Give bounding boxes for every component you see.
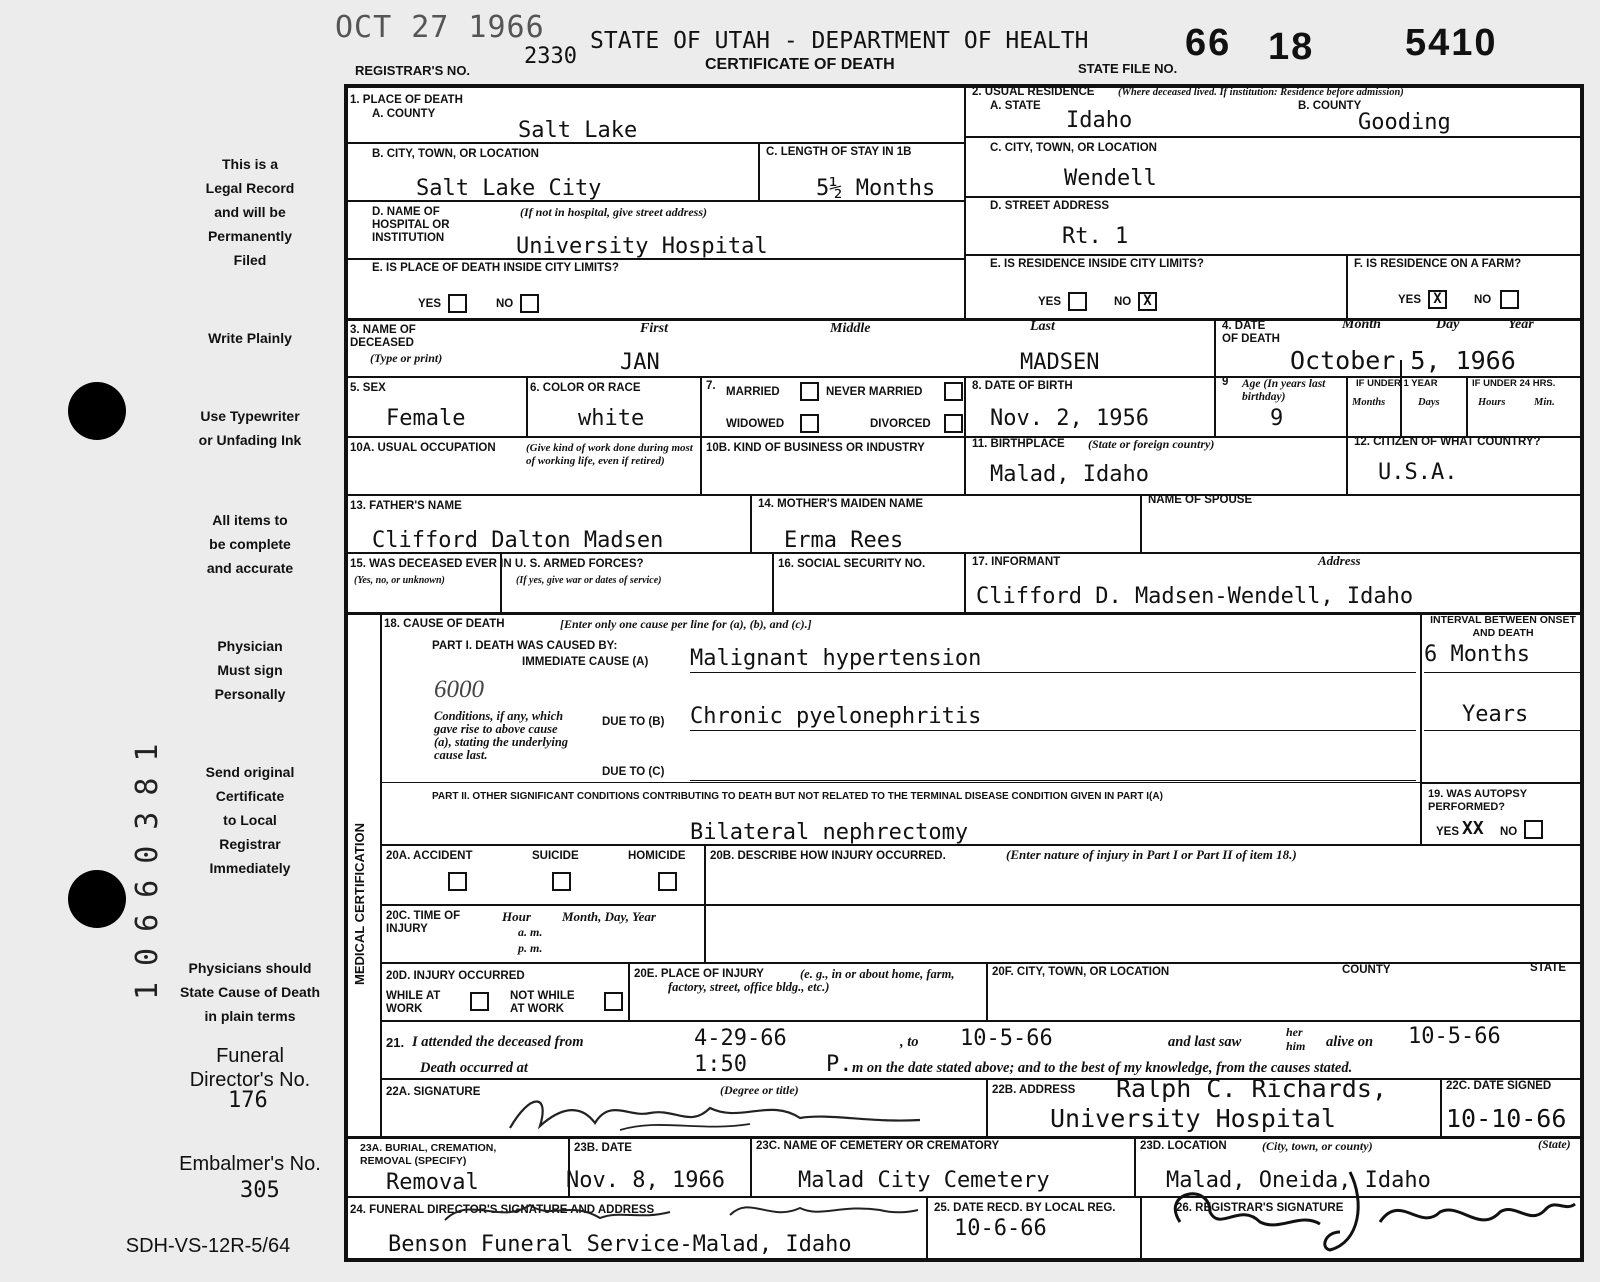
- date-of-death-label: 4. DATE OF DEATH: [1222, 320, 1280, 345]
- burial-date-label: 23B. DATE: [574, 1142, 632, 1154]
- days-label: Days: [1418, 397, 1440, 408]
- usual-residence-note: (Where deceased lived. If institution: Residence before admission): [1118, 87, 1404, 98]
- registrar-signature: [1150, 1162, 1580, 1258]
- burial-date: Nov. 8, 1966: [566, 1168, 725, 1193]
- res-state: Idaho: [1066, 108, 1133, 133]
- widowed-checkbox[interactable]: [800, 414, 819, 433]
- year-label: Year: [1508, 317, 1534, 332]
- father-name: Clifford Dalton Madsen: [372, 528, 664, 553]
- age-note: Age (In years last birthday): [1242, 378, 1326, 403]
- file-no-district: 18: [1268, 26, 1315, 68]
- age-label: 9: [1222, 376, 1229, 388]
- funeral-director-label: Funeral Director's No.: [189, 1045, 311, 1091]
- death-city-no-checkbox[interactable]: [520, 294, 539, 313]
- while-at-work-label: WHILE AT WORK: [386, 990, 441, 1015]
- age: 9: [1270, 406, 1284, 431]
- mother-name: Erma Rees: [784, 528, 904, 553]
- race: white: [578, 406, 645, 431]
- date-of-birth: Nov. 2, 1956: [990, 406, 1149, 431]
- no-label: NO: [1500, 826, 1518, 838]
- interval-label: INTERVAL BETWEEN ONSET AND DEATH: [1430, 614, 1576, 639]
- farm-label: F. IS RESIDENCE ON A FARM?: [1354, 258, 1522, 270]
- sex: Female: [386, 406, 466, 431]
- complete-note: All items to be complete and accurate: [206, 512, 294, 576]
- hospital-name: University Hospital: [516, 234, 768, 259]
- embalmer-no: 305: [240, 1178, 280, 1203]
- middle-label: Middle: [830, 321, 871, 336]
- funeral-director-signature: [440, 1190, 920, 1234]
- deceased-last-name: MADSEN: [1020, 350, 1100, 375]
- form-code: SDH-VS-12R-5/64: [125, 1235, 291, 1257]
- attended-to-label: , to: [900, 1034, 919, 1050]
- funeral-home: Benson Funeral Service-Malad, Idaho: [388, 1232, 852, 1257]
- disposition-label: 23A. BURIAL, CREMATION, REMOVAL (SPECIFY): [360, 1142, 497, 1167]
- attended-label: I attended the deceased from: [412, 1034, 584, 1050]
- punch-hole-top: [68, 382, 126, 440]
- not-while-at-work-label: NOT WHILE AT WORK: [510, 990, 575, 1015]
- citizenship: U.S.A.: [1378, 460, 1458, 485]
- res-street: Rt. 1: [1062, 224, 1129, 249]
- while-at-work-checkbox[interactable]: [470, 992, 489, 1011]
- injury-date-label: Month, Day, Year: [562, 909, 656, 924]
- hospital-label: D. NAME OF HOSPITAL OR INSTITUTION: [372, 206, 450, 244]
- item21-label: 21.: [386, 1035, 405, 1050]
- received-date-stamp: OCT 27 1966: [335, 10, 545, 45]
- death-pm: P.: [826, 1052, 853, 1077]
- sex-label: 5. SEX: [350, 382, 386, 394]
- autopsy-yes-mark: XX: [1462, 818, 1484, 839]
- pm-label: p. m.: [518, 941, 543, 955]
- length-of-stay: 5½ Months: [816, 176, 936, 201]
- embalmer-label: Embalmer's No.: [179, 1153, 321, 1175]
- widowed-label: WIDOWED: [726, 418, 785, 430]
- death-at-label: Death occurred at: [420, 1060, 528, 1076]
- accident-label: 20A. ACCIDENT: [386, 850, 473, 862]
- due-to-c-label: DUE TO (C): [602, 766, 665, 778]
- months-label: Months: [1352, 397, 1386, 408]
- attended-from: 4-29-66: [694, 1026, 787, 1051]
- state-title: STATE OF UTAH - DEPARTMENT OF HEALTH: [590, 28, 1089, 54]
- cemetery-location: Malad, Oneida, Idaho: [1166, 1168, 1431, 1193]
- cause-of-death-note: [Enter only one cause per line for (a), (b), and (c).]: [560, 617, 812, 631]
- married-checkbox[interactable]: [800, 382, 819, 401]
- time-of-injury-label: 20C. TIME OF INJURY: [386, 910, 461, 935]
- yes-label: YES: [1398, 294, 1422, 306]
- occupation-label: 10A. USUAL OCCUPATION: [350, 442, 496, 454]
- length-stay-label: C. LENGTH OF STAY IN 1B: [766, 146, 912, 158]
- marital-label: 7.: [706, 380, 716, 392]
- inside-city-label: E. IS PLACE OF DEATH INSIDE CITY LIMITS?: [372, 262, 619, 274]
- dob-label: 8. DATE OF BIRTH: [972, 380, 1073, 392]
- no-label: NO: [1114, 296, 1132, 308]
- yes-label: YES: [418, 298, 442, 310]
- place-of-death-label: 1. PLACE OF DEATH: [350, 94, 463, 106]
- hour-label: Hour: [502, 909, 531, 924]
- suicide-checkbox[interactable]: [552, 872, 571, 891]
- last-saw-label: and last saw: [1168, 1034, 1242, 1050]
- on-date-label: m on the date stated above; and to the best of my knowledge, from the causes stated.: [852, 1060, 1353, 1076]
- occupation-note: (Give kind of work done during most of working life, even if retired): [526, 442, 693, 467]
- min-label: Min.: [1534, 397, 1555, 408]
- immediate-cause: Malignant hypertension: [690, 646, 982, 671]
- certifier-address: University Hospital: [1050, 1104, 1336, 1133]
- res-county-label: B. COUNTY: [1298, 100, 1362, 112]
- interval-b: Years: [1462, 702, 1529, 727]
- race-label: 6. COLOR OR RACE: [530, 382, 641, 394]
- cause-b: Chronic pyelonephritis: [690, 704, 982, 729]
- under-24-hrs-label: IF UNDER 24 HRS.: [1472, 378, 1556, 389]
- cemetery-state-note: (State): [1538, 1137, 1571, 1151]
- alive-on-label: alive on: [1326, 1034, 1374, 1050]
- immediate-cause-label: IMMEDIATE CAUSE (A): [522, 656, 649, 668]
- day-label: Day: [1436, 317, 1460, 332]
- armed-forces-note2: (If yes, give war or dates of service): [516, 575, 662, 586]
- typewriter-note: Use Typewriter or Unfading Ink: [198, 408, 302, 448]
- injury-describe-note: (Enter nature of injury in Part I or Part II of item 18.): [1006, 847, 1297, 862]
- deceased-first-name: JAN: [620, 350, 660, 375]
- legal-record-note: This is a Legal Record and will be Permanently Filed: [205, 156, 295, 268]
- date-of-death: October 5, 1966: [1290, 346, 1516, 375]
- married-label: MARRIED: [726, 386, 780, 398]
- not-while-at-work-checkbox[interactable]: [604, 992, 623, 1011]
- cemetery-location-note: (City, town, or county): [1262, 1139, 1373, 1153]
- industry-label: 10B. KIND OF BUSINESS OR INDUSTRY: [706, 442, 925, 454]
- cause-of-death-label: 18. CAUSE OF DEATH: [384, 618, 505, 630]
- under-1-year-label: IF UNDER 1 YEAR: [1356, 378, 1438, 389]
- ssn-label: 16. SOCIAL SECURITY NO.: [778, 558, 926, 570]
- yes-label: YES: [1436, 826, 1460, 838]
- due-to-b-label: DUE TO (B): [602, 716, 665, 728]
- hours-label: Hours: [1478, 397, 1506, 408]
- physician-sign-note: Physician Must sign Personally: [214, 638, 286, 702]
- part2-conditions: Bilateral nephrectomy: [690, 820, 969, 845]
- homicide-checkbox[interactable]: [658, 872, 677, 891]
- no-label: NO: [1474, 294, 1492, 306]
- farm-yes-checkbox[interactable]: X: [1428, 290, 1447, 309]
- informant-label: 17. INFORMANT: [972, 556, 1061, 568]
- farm-no-checkbox[interactable]: [1500, 290, 1519, 309]
- cemetery-location-label: 23D. LOCATION: [1140, 1140, 1227, 1152]
- death-county: Salt Lake: [518, 118, 638, 143]
- name-note: (Type or print): [370, 351, 443, 365]
- citizen-label: 12. CITIZEN OF WHAT COUNTRY?: [1354, 436, 1541, 448]
- mother-label: 14. MOTHER'S MAIDEN NAME: [758, 498, 924, 510]
- place-of-injury-note: (e. g., in or about home, farm, factory, street, office bldg., etc.): [668, 967, 955, 994]
- signature-label: 22A. SIGNATURE: [386, 1086, 481, 1098]
- spouse-label: NAME OF SPOUSE: [1148, 494, 1253, 506]
- microfilm-number: 10660381: [130, 727, 165, 1000]
- part1-label: PART I. DEATH WAS CAUSED BY:: [432, 640, 618, 652]
- month-label: Month: [1342, 317, 1381, 332]
- autopsy-label: 19. WAS AUTOPSY PERFORMED?: [1428, 788, 1527, 813]
- cause-plain-note: Physicians should State Cause of Death in plain terms: [179, 960, 321, 1024]
- recd-date: 10-6-66: [954, 1216, 1047, 1241]
- homicide-label: HOMICIDE: [628, 850, 686, 862]
- death-city: Salt Lake City: [416, 176, 602, 201]
- date-signed: 10-10-66: [1446, 1104, 1567, 1133]
- armed-forces-note1: (Yes, no, or unknown): [354, 575, 445, 586]
- write-plainly-note: Write Plainly: [208, 330, 292, 346]
- file-no-year: 66: [1185, 22, 1232, 64]
- death-time: 1:50: [694, 1052, 747, 1077]
- degree-label: (Degree or title): [720, 1083, 799, 1097]
- hospital-note: (If not in hospital, give street address): [520, 205, 708, 219]
- injury-describe-label: 20B. DESCRIBE HOW INJURY OCCURRED.: [710, 850, 946, 862]
- punch-hole-bottom: [68, 870, 126, 928]
- birthplace-note: (State or foreign country): [1088, 437, 1215, 451]
- date-signed-label: 22C. DATE SIGNED: [1446, 1080, 1552, 1092]
- place-of-injury-label: 20E. PLACE OF INJURY: [634, 968, 764, 980]
- no-label: NO: [496, 298, 514, 310]
- funeral-director-no: 176: [228, 1088, 268, 1113]
- informant-address-label: Address: [1318, 553, 1361, 568]
- certifier-name: Ralph C. Richards,: [1116, 1074, 1387, 1103]
- autopsy-no-checkbox[interactable]: [1524, 820, 1543, 839]
- registrar-no: 2330: [524, 44, 577, 69]
- interval-a: 6 Months: [1424, 642, 1530, 667]
- registrar-no-label: REGISTRAR'S NO.: [355, 63, 471, 78]
- registrar-sig-label: 26. REGISTRAR'S SIGNATURE: [1176, 1202, 1344, 1214]
- res-city: Wendell: [1064, 166, 1157, 191]
- file-no-sequence: 5410: [1405, 22, 1498, 64]
- injury-county-label: COUNTY: [1342, 964, 1391, 976]
- state-file-label: STATE FILE NO.: [1078, 61, 1178, 76]
- cemetery: Malad City Cemetery: [798, 1168, 1050, 1193]
- physician-signature: [500, 1088, 940, 1138]
- usual-residence-label: 2. USUAL RESIDENCE: [972, 86, 1095, 98]
- funeral-director-sig-label: 24. FUNERAL DIRECTOR'S SIGNATURE AND ADDRESS: [350, 1204, 655, 1216]
- father-label: 13. FATHER'S NAME: [350, 500, 462, 512]
- cemetery-label: 23C. NAME OF CEMETERY OR CREMATORY: [756, 1140, 1000, 1152]
- her-label: her: [1286, 1025, 1303, 1039]
- res-inside-city-label: E. IS RESIDENCE INSIDE CITY LIMITS?: [990, 258, 1204, 270]
- him-label: him: [1286, 1039, 1306, 1053]
- cert-address-label: 22B. ADDRESS: [992, 1084, 1076, 1096]
- birthplace-label: 11. BIRTHPLACE: [972, 438, 1065, 450]
- yes-label: YES: [1038, 296, 1062, 308]
- send-original-note: Send original Certificate to Local Registrar Immediately: [205, 764, 295, 876]
- res-county: Gooding: [1358, 110, 1451, 135]
- accident-checkbox[interactable]: [448, 872, 467, 891]
- birthplace: Malad, Idaho: [990, 462, 1149, 487]
- medical-certification-label: MEDICAL CERTIFICATION: [352, 822, 367, 985]
- never-married-label: NEVER MARRIED: [826, 386, 923, 398]
- res-state-label: A. STATE: [990, 100, 1041, 112]
- res-street-label: D. STREET ADDRESS: [990, 200, 1110, 212]
- suicide-label: SUICIDE: [532, 850, 579, 862]
- county-label: A. COUNTY: [372, 108, 436, 120]
- name-label: 3. NAME OF DECEASED: [350, 324, 416, 349]
- divorced-label: DIVORCED: [870, 418, 931, 430]
- injury-state-label: STATE: [1530, 962, 1566, 974]
- last-label: Last: [1030, 319, 1055, 334]
- first-label: First: [640, 321, 669, 336]
- death-city-yes-checkbox[interactable]: [448, 294, 467, 313]
- conditions-note: Conditions, if any, which gave rise to above cause (a), stating the underlying cause last.: [434, 709, 569, 762]
- last-seen-date: 10-5-66: [1408, 1024, 1501, 1049]
- attended-to: 10-5-66: [960, 1026, 1053, 1051]
- certificate-title: CERTIFICATE OF DEATH: [705, 56, 895, 73]
- res-city-yes-checkbox[interactable]: [1068, 292, 1087, 311]
- part2-label: PART II. OTHER SIGNIFICANT CONDITIONS CONTRIBUTING TO DEATH BUT NOT RELATED TO THE TERMINAL DISEASE CONDITION GIVEN IN PART I(A): [432, 791, 1163, 802]
- disposition: Removal: [386, 1170, 479, 1195]
- never-married-checkbox[interactable]: [944, 382, 963, 401]
- informant: Clifford D. Madsen-Wendell, Idaho: [976, 584, 1414, 609]
- recd-date-label: 25. DATE RECD. BY LOCAL REG.: [934, 1202, 1116, 1214]
- res-city-label: C. CITY, TOWN, OR LOCATION: [990, 142, 1157, 154]
- am-label: a. m.: [518, 925, 543, 939]
- cause-code: 6000: [434, 676, 484, 703]
- injury-occurred-label: 20D. INJURY OCCURRED: [386, 970, 525, 982]
- res-city-no-checkbox[interactable]: X: [1138, 292, 1157, 311]
- injury-city-label: 20F. CITY, TOWN, OR LOCATION: [992, 966, 1170, 978]
- armed-forces-label: 15. WAS DECEASED EVER IN U. S. ARMED FORCES?: [350, 558, 644, 570]
- divorced-checkbox[interactable]: [944, 414, 963, 433]
- city-label: B. CITY, TOWN, OR LOCATION: [372, 148, 539, 160]
